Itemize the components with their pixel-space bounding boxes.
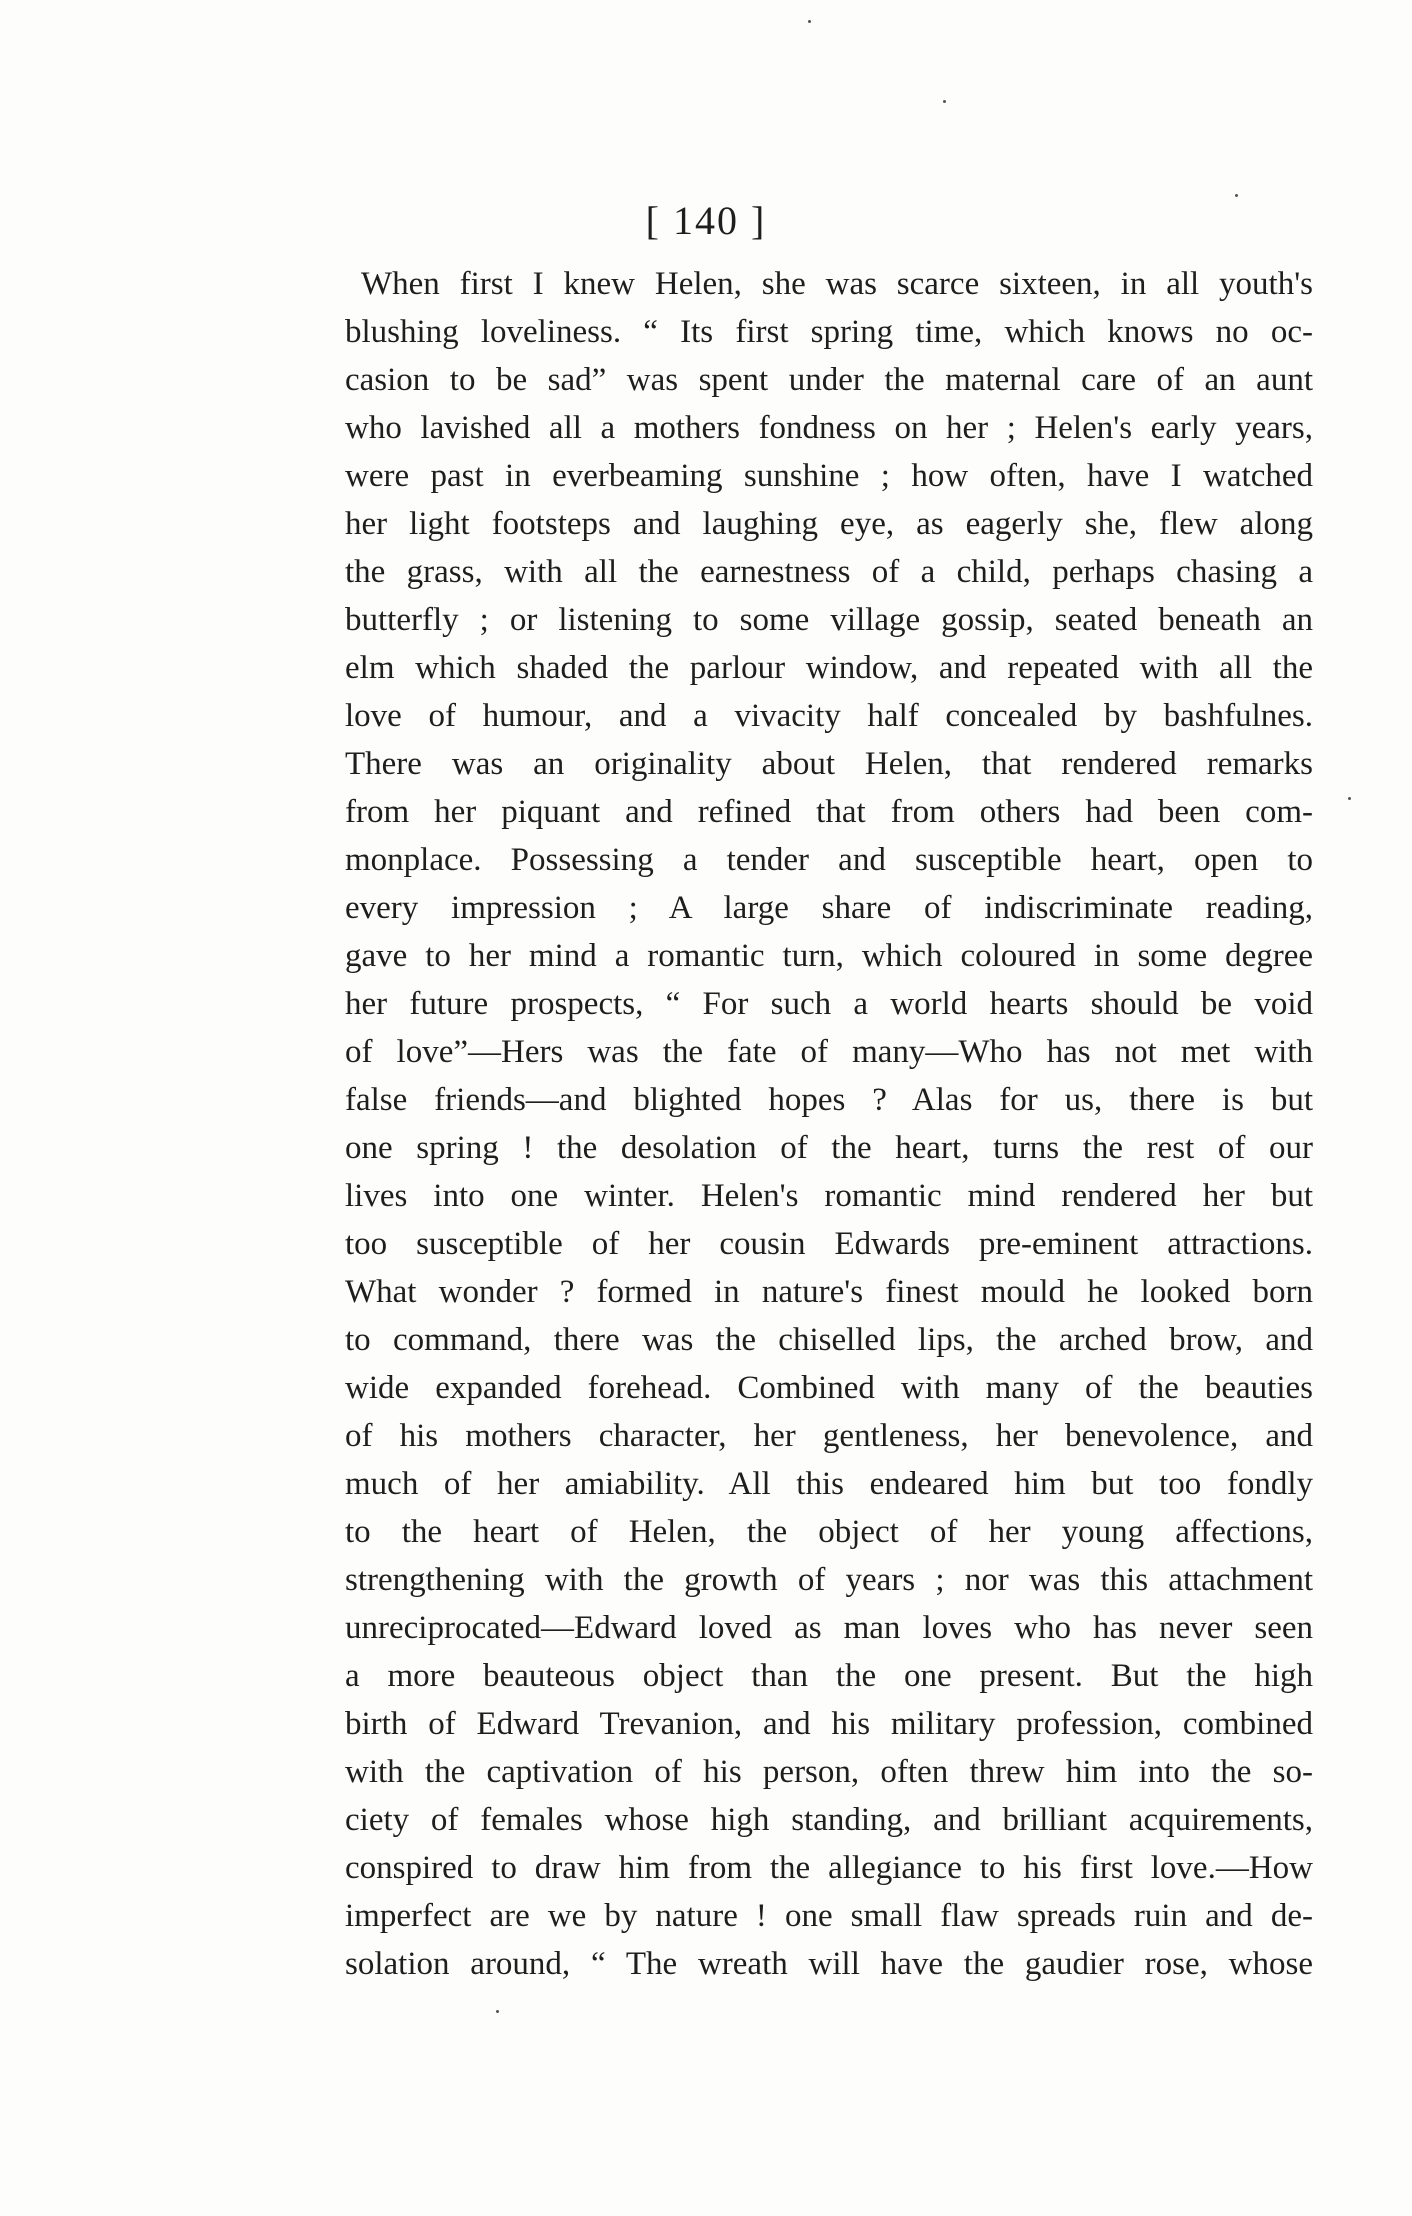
text-line: imperfect are we by nature ! one small flaw spreads ruin and de- <box>345 1898 1313 1934</box>
text-line: conspired to draw him from the allegiance to his first love.—How <box>345 1850 1313 1886</box>
text-line: were past in everbeaming sunshine ; how often, have I watched <box>345 458 1313 494</box>
text-line: solation around, “ The wreath will have the gaudier rose, whose <box>345 1946 1313 1982</box>
text-line: love of humour, and a vivacity half concealed by bashfulnes. <box>345 698 1313 734</box>
text-line: wide expanded forehead. Combined with many of the beauties <box>345 1370 1313 1406</box>
text-line: from her piquant and refined that from others had been com- <box>345 794 1313 830</box>
text-line: strengthening with the growth of years ; nor was this attachment <box>345 1562 1313 1598</box>
text-line: much of her amiability. All this endeared him but too fondly <box>345 1466 1313 1502</box>
text-line: too susceptible of her cousin Edwards pre-eminent attractions. <box>345 1226 1313 1262</box>
text-line: lives into one winter. Helen's romantic mind rendered her but <box>345 1178 1313 1214</box>
text-line: elm which shaded the parlour window, and repeated with all the <box>345 650 1313 686</box>
text-line: every impression ; A large share of indiscriminate reading, <box>345 890 1313 926</box>
text-line: with the captivation of his person, often threw him into the so- <box>345 1754 1313 1790</box>
text-line: monplace. Possessing a tender and susceptible heart, open to <box>345 842 1313 878</box>
print-speck <box>943 100 946 103</box>
text-line: one spring ! the desolation of the heart, turns the rest of our <box>345 1130 1313 1166</box>
text-line: birth of Edward Trevanion, and his military profession, combined <box>345 1706 1313 1742</box>
text-line: her light footsteps and laughing eye, as eagerly she, flew along <box>345 506 1313 542</box>
print-speck <box>1348 797 1351 800</box>
text-line: ciety of females whose high standing, and brilliant acquirements, <box>345 1802 1313 1838</box>
text-line: gave to her mind a romantic turn, which coloured in some degree <box>345 938 1313 974</box>
page-number: [ 140 ] <box>645 198 767 243</box>
text-line: butterfly ; or listening to some village gossip, seated beneath an <box>345 602 1313 638</box>
text-line: the grass, with all the earnestness of a child, perhaps chasing a <box>345 554 1313 590</box>
text-line: unreciprocated—Edward loved as man loves who has never seen <box>345 1610 1313 1646</box>
body-text <box>345 260 1313 1988</box>
text-line: to command, there was the chiselled lips, the arched brow, and <box>345 1322 1313 1358</box>
text-line: casion to be sad” was spent under the maternal care of an aunt <box>345 362 1313 398</box>
print-speck <box>808 20 811 23</box>
text-line: to the heart of Helen, the object of her young affections, <box>345 1514 1313 1550</box>
text-line: who lavished all a mothers fondness on her ; Helen's early years, <box>345 410 1313 446</box>
text-line: What wonder ? formed in nature's finest mould he looked born <box>345 1274 1313 1310</box>
text-line: of love”—Hers was the fate of many—Who has not met with <box>345 1034 1313 1070</box>
text-line: her future prospects, “ For such a world hearts should be void <box>345 986 1313 1022</box>
print-speck <box>496 2010 499 2013</box>
text-line: When first I knew Helen, she was scarce sixteen, in all youth's <box>361 266 1313 302</box>
text-line: There was an originality about Helen, that rendered remarks <box>345 746 1313 782</box>
print-speck <box>1235 194 1238 197</box>
text-line: false friends—and blighted hopes ? Alas for us, there is but <box>345 1082 1313 1118</box>
text-line: a more beauteous object than the one present. But the high <box>345 1658 1313 1694</box>
text-line: of his mothers character, her gentleness, her benevolence, and <box>345 1418 1313 1454</box>
text-line: blushing loveliness. “ Its first spring time, which knows no oc- <box>345 314 1313 350</box>
